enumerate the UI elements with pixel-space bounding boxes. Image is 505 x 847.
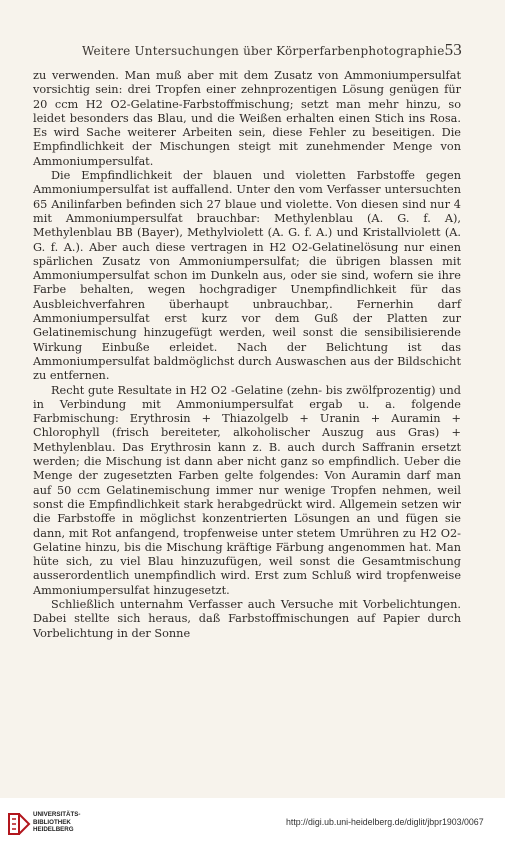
paragraph: Recht gute Resultate in H2 O2 -Gelatine (zehn- bis zwölfprozentig) und in Verbindung mit Ammoniumpersulfat ergab u. a. folgende Farbmischung: Erythrosin + Thiazolgelb + Uranin + Auramin + Chlorophyll (frisch bereiteter, alkoholischer Auszug aus Gras) + Methylenblau. Das Erythrosin kann z. B. auch durch Saffranin ersetzt werden; die Mischung ist dann aber nicht ganz so empfindlich. Ueber die Menge der zugesetzten Farben gelte folgendes: Von Auramin darf man auf 50 ccm Gelatinemischung immer nur wenige Tropfen nehmen, weil sonst die Empfindlichkeit stark herabgedrückt wird. Allgemein setzen wir die Farbstoffe in möglichst konzentrierten Lösungen an und fügen sie dann, mit Rot anfangend, tropfenweise unter stetem Umrühren zu H2 O2-Gelatine hinzu, bis die Mischung kräftige Färbung angenommen hat. Man hüte sich, zu viel Blau hinzuzufügen, weil sonst die Gesamtmischung ausserordentlich unempfindlich wird. Erst zum Schluß wird tropfenweise Ammoniumpersulfat hinzugesetzt.: [33, 383, 461, 597]
library-name: UNIVERSITÄTS- BIBLIOTHEK HEIDELBERG: [33, 811, 81, 833]
heidelberg-library-logo-icon: [6, 811, 32, 837]
header-title: Weitere Untersuchungen über Körperfarbenphotographie.: [82, 44, 449, 58]
paragraph: Schließlich unternahm Verfasser auch Versuche mit Vorbelichtungen. Dabei stellte sich heraus, daß Farbstoffmischungen auf Papier durch Vorbelichtung in der Sonne: [33, 597, 461, 640]
page-number: 53: [444, 40, 462, 59]
source-url-link[interactable]: http://digi.ub.uni-heidelberg.de/diglit/jbpr1903/0067: [286, 817, 484, 827]
digitization-footer: [0, 798, 505, 847]
paragraph: Die Empfindlichkeit der blauen und violetten Farbstoffe gegen Ammoniumpersulfat ist auffallend. Unter den vom Verfasser untersuchten 65 Anilinfarben befinden sich 27 blaue und violette. Von diesen sind nur 4 mit Ammoniumpersulfat brauchbar: Methylenblau (A. G. f. A), Methylenblau BB (Bayer), Methylviolett (A. G. f. A.) und Kristallviolett (A. G. f. A.). Aber auch diese vertragen in H2 O2-Gelatinelösung nur einen spärlichen Zusatz von Ammoniumpersulfat; die übrigen blassen mit Ammoniumpersulfat schon im Dunkeln aus, oder sie sind, wofern sie ihre Farbe behalten, wegen hochgradiger Unempfindlichkeit für das Ausbleichverfahren überhaupt unbrauchbar,. Fernerhin darf Ammoniumpersulfat erst kurz vor dem Guß der Platten zur Gelatinemischung hinzugefügt werden, weil sonst die sensibilisierende Wirkung Einbuße erleidet. Nach der Belichtung ist das Ammoniumpersulfat baldmöglichst durch Auswaschen aus der Bildschicht zu entfernen.: [33, 169, 461, 383]
body-text: [33, 69, 461, 641]
paragraph: zu verwenden. Man muß aber mit dem Zusatz von Ammoniumpersulfat vorsichtig sein: drei Tropfen einer zehnprozentigen Lösung genügen für 20 ccm H2 O2-Gelatine-Farbstoffmischung; setzt man mehr hinzu, so leidet besonders das Blau, und die Weißen erhalten einen Stich ins Rosa. Es wird Sache weiterer Arbeiten sein, diese Fehler zu beseitigen. Die Empfindlichkeit der Mischungen steigt mit zunehmender Menge von Ammoniumpersulfat.: [33, 69, 461, 168]
running-header: [82, 40, 462, 59]
